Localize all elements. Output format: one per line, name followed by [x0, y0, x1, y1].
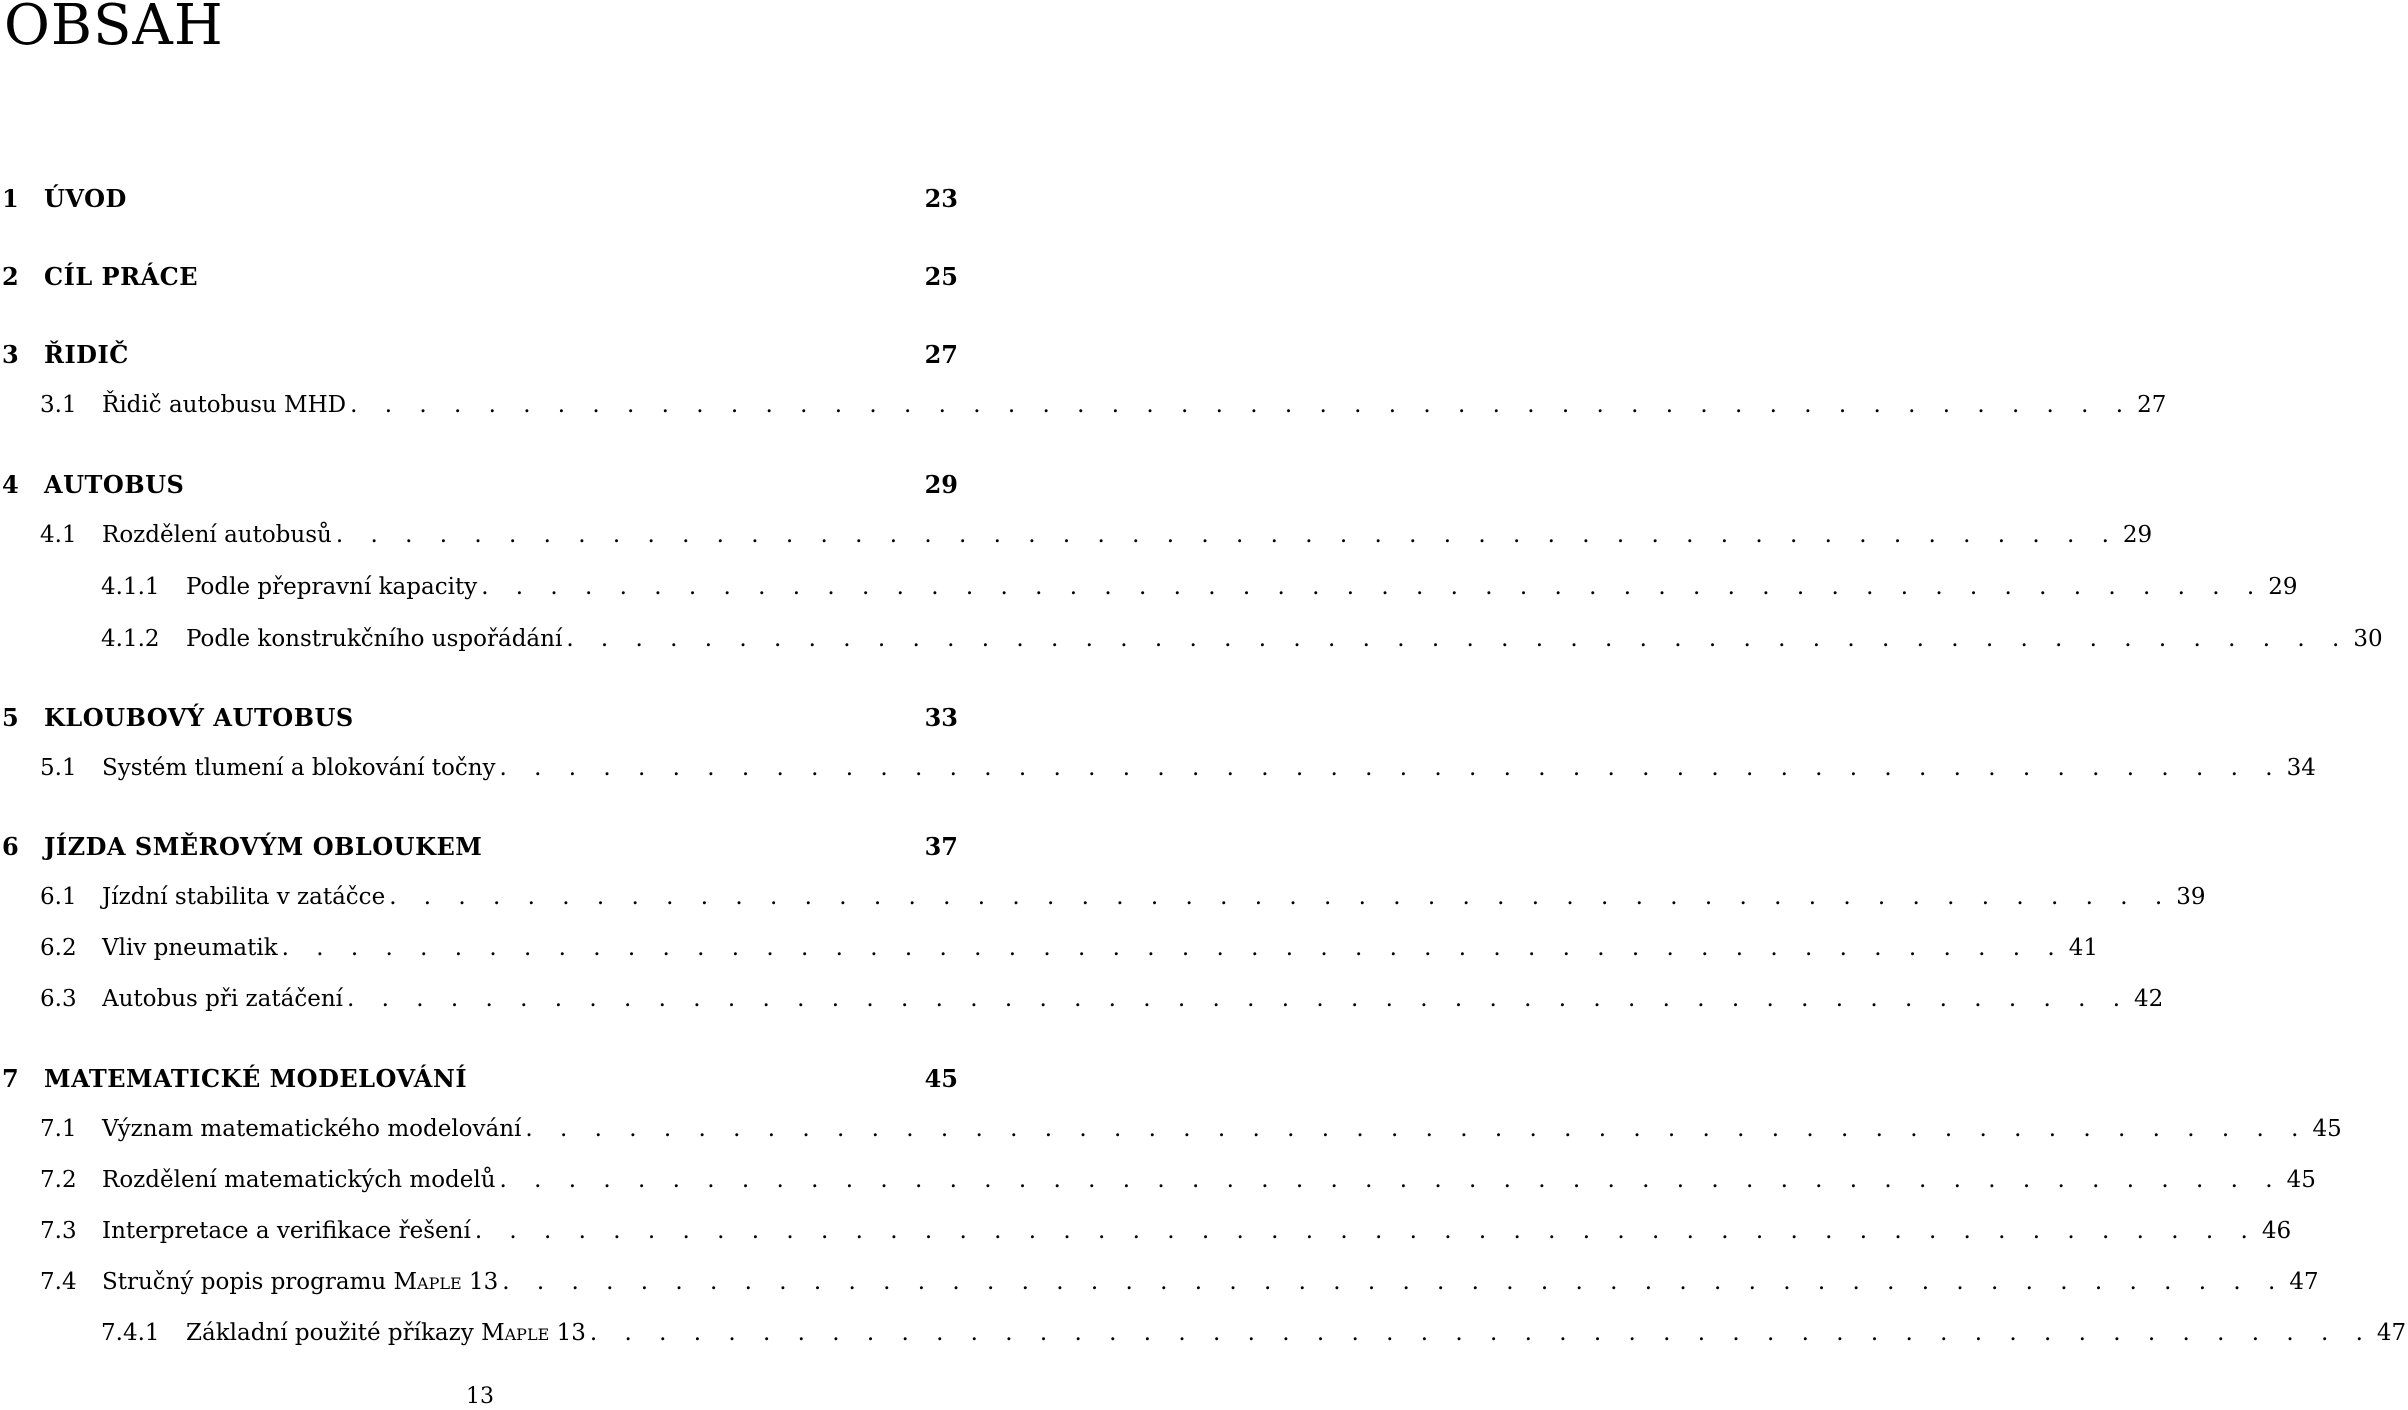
toc-entry-title	[186, 1320, 590, 1346]
toc-entry-title	[44, 262, 925, 291]
toc-entry-page: 39	[2176, 884, 2206, 910]
toc-dot-leader: . . . . . . . . . . . . . . . . . . . . . . . . . . . . . . . . . . . . . . . . . . . . . . . . . . . .	[525, 1116, 2309, 1142]
toc-entry-title	[102, 1167, 500, 1193]
toc-dot-leader: . . . . . . . . . . . . . . . . . . . . . . . . . . . . . . . . . . . . . . . . . . . . . . . . . . . .	[335, 522, 2119, 548]
toc-entry-page: 47	[2289, 1269, 2319, 1295]
toc-entry-title	[102, 1116, 525, 1142]
toc-entry-page: 46	[2261, 1218, 2292, 1244]
toc-entry-title-text: ÚVOD	[44, 184, 127, 213]
toc-dot-leader: . . . . . . . . . . . . . . . . . . . . . . . . . . . . . . . . . . . . . . . . . . . . . . . . . . . .	[481, 574, 2265, 600]
toc-entry-title-text: KLOUBOVÝ AUTOBUS	[44, 703, 354, 732]
toc-entry-title-text: Význam matematického modelování	[102, 1116, 522, 1142]
toc-entry-title-text: Řidič autobusu MHD	[102, 392, 347, 418]
toc-dot-leader: . . . . . . . . . . . . . . . . . . . . . . . . . . . . . . . . . . . . . . . . . . . . . . . . . . . .	[589, 1320, 2373, 1346]
toc-subsection-entry[interactable]	[0, 1320, 2407, 1354]
toc-entry-number: 4.1	[40, 522, 77, 548]
toc-entry-title	[44, 703, 925, 732]
toc-section-entry[interactable]	[0, 755, 2316, 789]
toc-entry-page: 30	[2353, 626, 2383, 652]
toc-chapter-entry[interactable]	[0, 832, 960, 866]
toc-entry-title	[102, 935, 282, 961]
toc-entry-page: 45	[2286, 1167, 2316, 1193]
toc-entry-title-text: ŘIDIČ	[44, 340, 129, 369]
toc-entry-number: 6.1	[40, 884, 77, 910]
toc-section-entry[interactable]	[0, 986, 2164, 1020]
toc-section-entry[interactable]	[0, 392, 2167, 426]
toc-entry-number: 7.2	[40, 1167, 77, 1193]
toc-subsection-entry[interactable]	[0, 626, 2383, 660]
toc-dot-leader: . . . . . . . . . . . . . . . . . . . . . . . . . . . . . . . . . . . . . . . . . . . . . . . . . . . .	[474, 1218, 2258, 1244]
toc-entry-title	[44, 1064, 925, 1093]
toc-entry-number: 7.1	[40, 1116, 77, 1142]
toc-entry-number: 6.2	[40, 935, 77, 961]
toc-entry-title	[102, 522, 336, 548]
toc-subsection-entry[interactable]	[0, 574, 2298, 608]
toc-entry-title-text: Systém tlumení a blokování točny	[102, 755, 496, 781]
toc-chapter-entry[interactable]	[0, 1064, 960, 1098]
page-number: 13	[466, 1384, 494, 1409]
toc-entry-page: 27	[2137, 392, 2167, 418]
toc-dot-leader: . . . . . . . . . . . . . . . . . . . . . . . . . . . . . . . . . . . . . . . . . . . . . . . . . . . .	[281, 935, 2065, 961]
toc-entry-title-text: CÍL PRÁCE	[44, 262, 199, 291]
toc-entry-page: 29	[2268, 574, 2298, 600]
toc-entry-number: 4.1.1	[101, 574, 160, 600]
toc-entry-title-smallcaps: Maple	[393, 1269, 462, 1295]
toc-entry-title-text: AUTOBUS	[44, 470, 185, 499]
toc-entry-number: 4.1.2	[101, 626, 160, 652]
toc-entry-title-text: Podle přepravní kapacity	[186, 574, 478, 600]
toc-entry-title	[186, 574, 481, 600]
toc-entry-page: 23	[924, 184, 958, 213]
toc-entry-title	[102, 1218, 475, 1244]
toc-entry-number: 2	[2, 262, 19, 291]
toc-entry-page: 25	[924, 262, 958, 291]
toc-section-entry[interactable]	[0, 1167, 2316, 1201]
toc-chapter-entry[interactable]	[0, 262, 960, 296]
toc-entry-title	[102, 755, 500, 781]
toc-section-entry[interactable]	[0, 522, 2153, 556]
toc-entry-title	[102, 1269, 502, 1295]
toc-entry-page: 42	[2134, 986, 2164, 1012]
toc-entry-number: 7.4.1	[101, 1320, 160, 1346]
toc-entry-page: 45	[2312, 1116, 2342, 1142]
toc-entry-title	[44, 184, 925, 213]
toc-entry-number: 6	[2, 832, 19, 861]
toc-entry-title-text: Interpretace a verifikace řešení	[102, 1218, 471, 1244]
toc-dot-leader: . . . . . . . . . . . . . . . . . . . . . . . . . . . . . . . . . . . . . . . . . . . . . . . . . . . .	[350, 392, 2134, 418]
toc-entry-title	[44, 340, 925, 369]
toc-entry-page: 37	[924, 832, 958, 861]
toc-chapter-entry[interactable]	[0, 470, 960, 504]
toc-entry-title	[186, 626, 566, 652]
toc-entry-title-text: Rozdělení matematických modelů	[102, 1167, 496, 1193]
toc-chapter-entry[interactable]	[0, 340, 960, 374]
toc-entry-page: 27	[924, 340, 958, 369]
toc-entry-title-text: Jízdní stabilita v zatáčce	[102, 884, 386, 910]
toc-dot-leader: . . . . . . . . . . . . . . . . . . . . . . . . . . . . . . . . . . . . . . . . . . . . . . . . . . . .	[347, 986, 2131, 1012]
toc-section-entry[interactable]	[0, 1218, 2292, 1252]
toc-entry-title	[44, 832, 925, 861]
toc-entry-number: 1	[2, 184, 19, 213]
toc-entry-number: 6.3	[40, 986, 77, 1012]
toc-dot-leader: . . . . . . . . . . . . . . . . . . . . . . . . . . . . . . . . . . . . . . . . . . . . . . . . . . . .	[499, 755, 2283, 781]
toc-entry-page: 45	[924, 1064, 958, 1093]
toc-section-entry[interactable]	[0, 935, 2098, 969]
toc-entry-title-text: Vliv pneumatik	[102, 935, 278, 961]
toc-entry-number: 5.1	[40, 755, 77, 781]
toc-entry-number: 7.4	[40, 1269, 77, 1295]
toc-entry-title	[102, 884, 389, 910]
toc-section-entry[interactable]	[0, 1116, 2342, 1150]
toc-entry-number: 7.3	[40, 1218, 77, 1244]
toc-section-entry[interactable]	[0, 884, 2206, 918]
toc-chapter-entry[interactable]	[0, 184, 960, 218]
toc-entry-title-smallcaps: Maple	[481, 1320, 550, 1346]
page-title: OBSAH	[4, 0, 224, 58]
toc-entry-title	[44, 470, 925, 499]
toc-entry-page: 33	[924, 703, 958, 732]
toc-entry-number: 3.1	[40, 392, 77, 418]
toc-entry-page: 41	[2068, 935, 2098, 961]
toc-entry-title-text: JÍZDA SMĚROVÝM OBLOUKEM	[44, 832, 483, 861]
toc-entry-page: 29	[2122, 522, 2153, 548]
toc-entry-title-text: Stručný popis programu	[102, 1269, 387, 1295]
toc-entry-number: 5	[2, 703, 19, 732]
toc-entry-title	[102, 986, 347, 1012]
toc-entry-title-text: Základní použité příkazy	[186, 1320, 474, 1346]
toc-chapter-entry[interactable]	[0, 703, 960, 737]
toc-dot-leader: . . . . . . . . . . . . . . . . . . . . . . . . . . . . . . . . . . . . . . . . . . . . . . . . . . . .	[389, 884, 2173, 910]
toc-entry-number: 4	[2, 470, 19, 499]
toc-entry-title-text: Autobus při zatáčení	[102, 986, 343, 1012]
toc-entry-title	[102, 392, 350, 418]
toc-entry-page: 47	[2376, 1320, 2407, 1346]
toc-entry-title-suffix: 13	[461, 1269, 499, 1295]
toc-dot-leader: . . . . . . . . . . . . . . . . . . . . . . . . . . . . . . . . . . . . . . . . . . . . . . . . . . . .	[499, 1167, 2283, 1193]
toc-section-entry[interactable]	[0, 1269, 2319, 1303]
toc-dot-leader: . . . . . . . . . . . . . . . . . . . . . . . . . . . . . . . . . . . . . . . . . . . . . . . . . . . .	[502, 1269, 2286, 1295]
toc-entry-page: 34	[2286, 755, 2316, 781]
toc-entry-title-text: MATEMATICKÉ MODELOVÁNÍ	[44, 1064, 468, 1093]
toc-entry-title-suffix: 13	[549, 1320, 586, 1346]
toc-dot-leader: . . . . . . . . . . . . . . . . . . . . . . . . . . . . . . . . . . . . . . . . . . . . . . . . . . . .	[566, 626, 2350, 652]
toc-entry-number: 7	[2, 1064, 19, 1093]
toc-entry-title-text: Podle konstrukčního uspořádání	[186, 626, 563, 652]
toc-entry-page: 29	[924, 470, 958, 499]
toc-entry-title-text: Rozdělení autobusů	[102, 522, 332, 548]
toc-entry-number: 3	[2, 340, 19, 369]
